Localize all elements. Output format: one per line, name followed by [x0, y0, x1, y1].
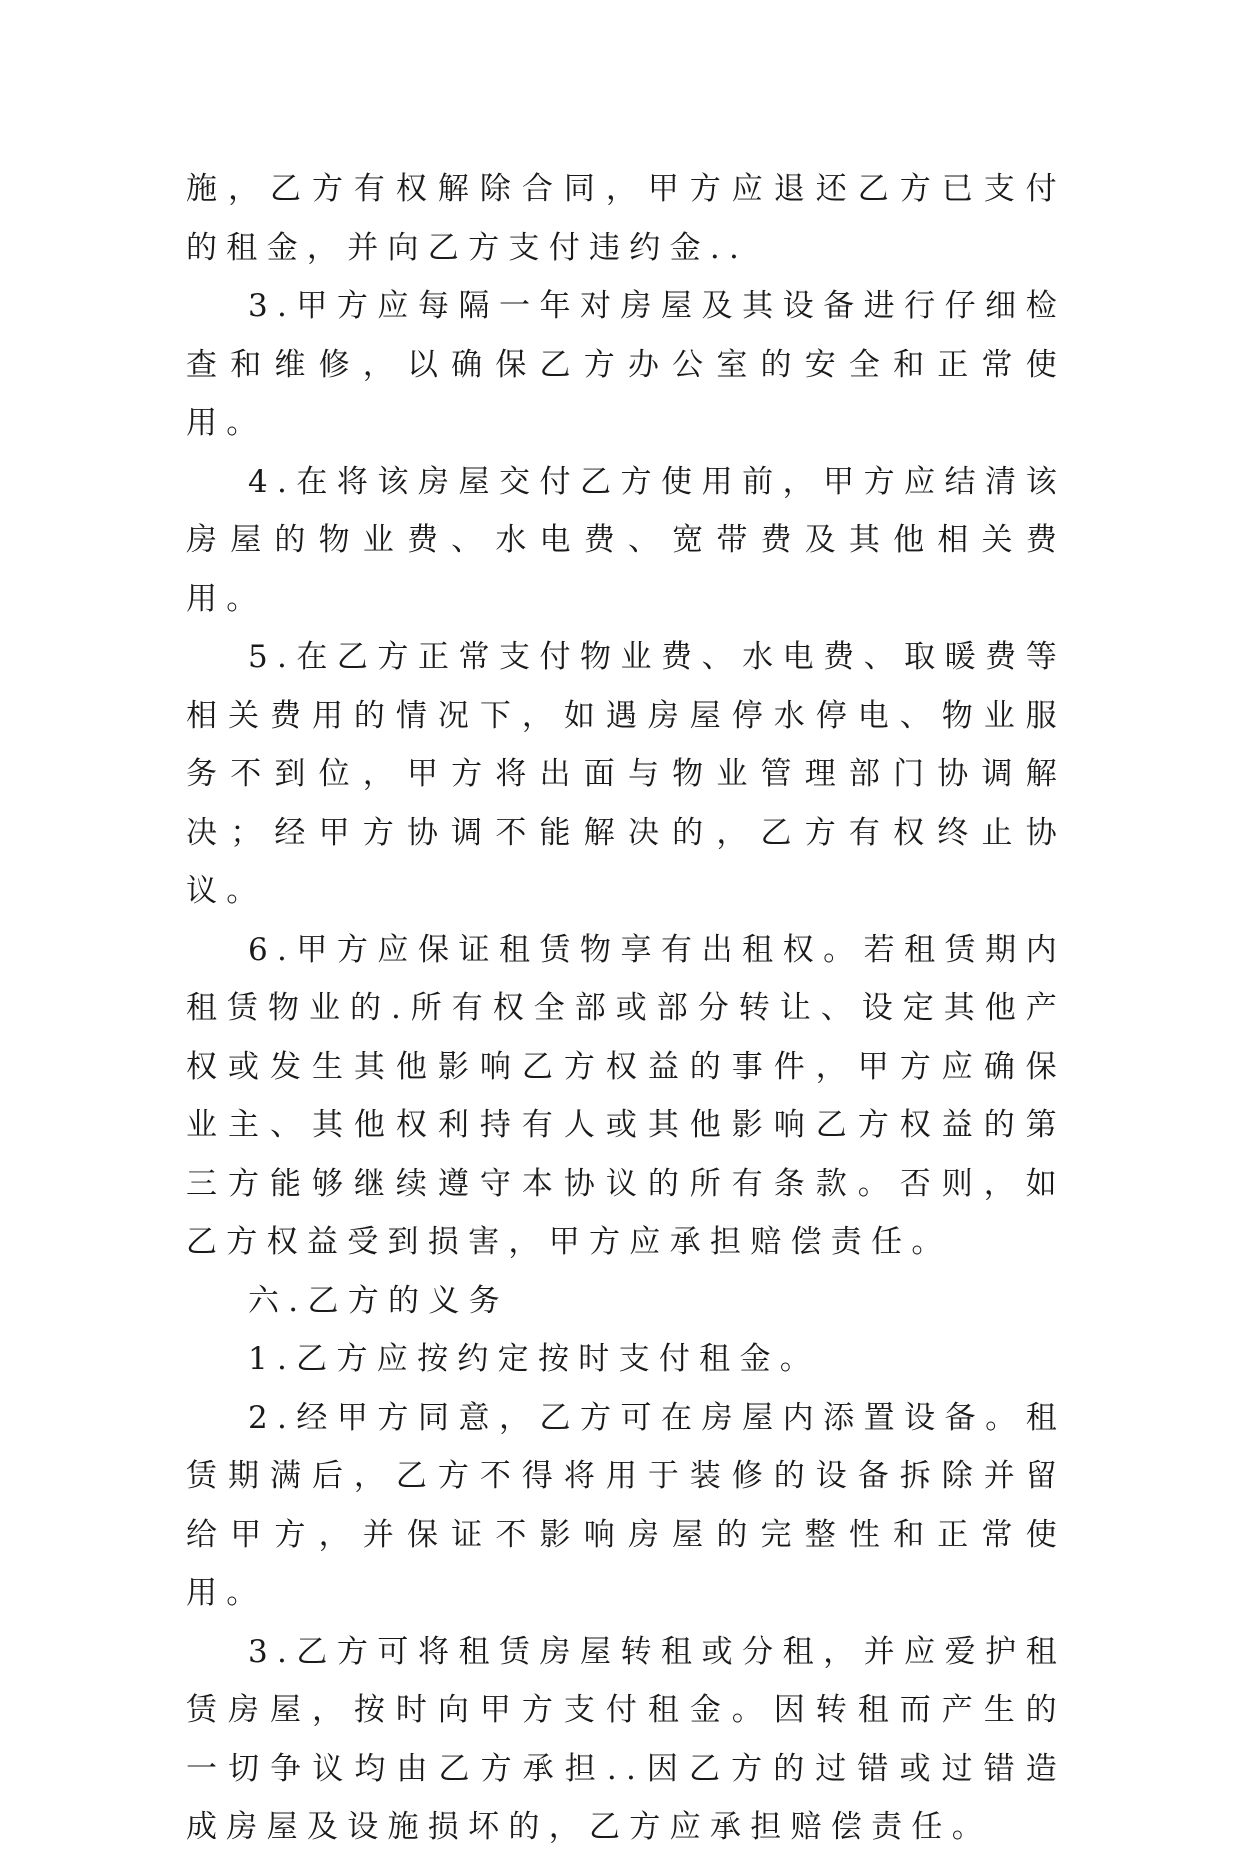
document-body [186, 160, 1066, 1857]
paragraph-lessee-item-3: 3.乙方可将租赁房屋转租或分租，并应爱护租赁房屋，按时向甲方支付租金。因转租而产生的一切争议均由乙方承担..因乙方的过错或过错造成房屋及设施损坏的，乙方应承担赔偿责任。 [186, 1633, 1066, 1845]
paragraph-lessor-item-5: 5.在乙方正常支付物业费、水电费、取暖费等相关费用的情况下，如遇房屋停水停电、物业服务不到位，甲方将出面与物业管理部门协调解决；经甲方协调不能解决的，乙方有权终止协议。 [186, 639, 1066, 909]
paragraph-lessee-item-1: 1.乙方应按约定按时支付租金。 [248, 1341, 821, 1377]
paragraph-lessor-item-4: 4.在将该房屋交付乙方使用前，甲方应结清该房屋的物业费、水电费、宽带费及其他相关费用。 [186, 463, 1066, 617]
section-heading-lessee-obligations: 六.乙方的义务 [248, 1282, 509, 1319]
paragraph-continuation: 施，乙方有权解除合同，甲方应退还乙方已支付的租金，并向乙方支付违约金.. [186, 171, 1066, 266]
paragraph-lessor-item-3: 3.甲方应每隔一年对房屋及其设备进行仔细检查和维修，以确保乙方办公室的安全和正常使用。 [186, 288, 1066, 441]
paragraph-lessee-item-2: 2.经甲方同意，乙方可在房屋内添置设备。租赁期满后，乙方不得将用于装修的设备拆除并留给甲方，并保证不影响房屋的完整性和正常使用。 [186, 1399, 1066, 1611]
paragraph-lessor-item-6: 6.甲方应保证租赁物享有出租权。若租赁期内租赁物业的.所有权全部或部分转让、设定其他产权或发生其他影响乙方权益的事件，甲方应确保业主、其他权利持有人或其他影响乙方权益的第三方能够继续遵守本协议的所有条款。否则，如乙方权益受到损害，甲方应承担赔偿责任。 [186, 931, 1066, 1260]
